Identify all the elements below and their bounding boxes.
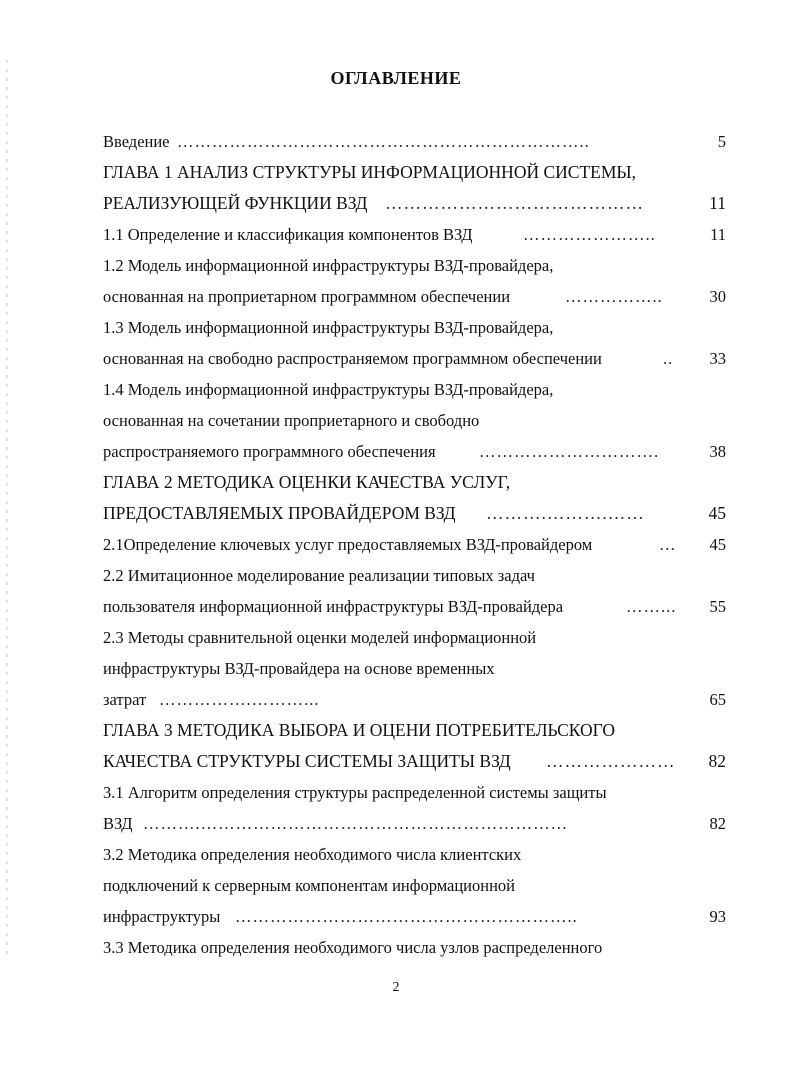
toc-entry-text: основанная на свободно распространяемом программном обеспечении	[103, 349, 602, 368]
toc-entry-text: инфраструктуры	[103, 907, 221, 926]
toc-leader-dots: ……………..	[565, 287, 663, 306]
toc-leader-dots: ………………………….	[479, 442, 660, 461]
toc-entry-text: 1.3 Модель информационной инфраструктуры ВЗД-провайдера,	[103, 318, 554, 337]
toc-entry-text: 3.3 Методика определения необходимого числа узлов распределенного	[103, 938, 603, 957]
toc-page-number: 30	[709, 287, 726, 306]
toc-entry-text: подключений к серверным компонентам информационной	[103, 876, 516, 895]
toc-entry-text: ГЛАВА 2 МЕТОДИКА ОЦЕНКИ КАЧЕСТВА УСЛУГ,	[103, 472, 511, 492]
toc-leader-dots: ……….……….……	[486, 503, 645, 523]
toc-entry[interactable]	[103, 653, 728, 684]
toc-entry-text: основанная на сочетании проприетарного и свободно	[103, 411, 480, 430]
toc-chapter-line[interactable]	[103, 157, 728, 188]
scan-edge-artifact	[6, 60, 8, 960]
toc-page-number: 82	[708, 751, 726, 771]
toc-page-number: 93	[709, 907, 726, 926]
toc-chapter-line[interactable]	[103, 188, 728, 219]
toc-entry[interactable]	[103, 529, 728, 560]
toc-page-number: 11	[709, 193, 726, 213]
toc-entry[interactable]	[103, 126, 728, 157]
toc-leader-dots: ……………………………………	[385, 193, 644, 213]
toc-chapter-line[interactable]	[103, 746, 728, 777]
toc-entry-text: 1.1 Определение и классификация компонентов ВЗД	[103, 225, 473, 244]
toc-page-number: 33	[709, 349, 726, 368]
toc-entry-text: Введение	[103, 132, 170, 151]
toc-page-number: 5	[717, 132, 726, 151]
toc-page-number: 11	[710, 225, 726, 244]
toc-page-number: 45	[709, 535, 726, 554]
toc-entry[interactable]	[103, 250, 728, 281]
toc-chapter-line[interactable]	[103, 467, 728, 498]
toc-chapter-line[interactable]	[103, 498, 728, 529]
toc-entry[interactable]	[103, 932, 728, 963]
toc-entry-text: распространяемого программного обеспечения	[103, 442, 436, 461]
toc-entry-text: ГЛАВА 1 АНАЛИЗ СТРУКТУРЫ ИНФОРМАЦИОННОЙ СИСТЕМЫ,	[103, 162, 637, 182]
toc-entry[interactable]	[103, 684, 728, 715]
toc-entry-text: ВЗД	[103, 814, 133, 833]
toc-entry[interactable]	[103, 622, 728, 653]
toc-entry-text: основанная на проприетарном программном обеспечении	[103, 287, 511, 306]
toc-leader-dots: …………….………...	[159, 690, 320, 709]
toc-page-number: 55	[709, 597, 726, 616]
toc-entry[interactable]	[103, 374, 728, 405]
page-title: ОГЛАВЛЕНИЕ	[330, 68, 462, 88]
toc-entry-text: КАЧЕСТВА СТРУКТУРЫ СИСТЕМЫ ЗАЩИТЫ ВЗД	[103, 751, 511, 771]
table-of-contents	[103, 126, 728, 963]
toc-entry-text: 3.2 Методика определения необходимого числа клиентских	[103, 845, 522, 864]
toc-entry[interactable]	[103, 405, 728, 436]
toc-page-number: 45	[708, 503, 726, 523]
toc-entry-text: ГЛАВА 3 МЕТОДИКА ВЫБОРА И ОЦЕНИ ПОТРЕБИТЕЛЬСКОГО	[103, 720, 615, 740]
toc-page-number: 82	[709, 814, 726, 833]
toc-entry[interactable]	[103, 777, 728, 808]
toc-entry[interactable]	[103, 312, 728, 343]
toc-entry-text: 1.2 Модель информационной инфраструктуры ВЗД-провайдера,	[103, 256, 554, 275]
toc-leader-dots: …	[659, 535, 677, 554]
toc-leader-dots: …………………..	[523, 225, 656, 244]
toc-leader-dots: …………………………………………………..	[235, 907, 578, 926]
toc-entry[interactable]	[103, 591, 728, 622]
toc-page-number: 38	[709, 442, 726, 461]
toc-entry-text: РЕАЛИЗУЮЩЕЙ ФУНКЦИИ ВЗД	[103, 193, 368, 213]
toc-entry-text: 2.3 Методы сравнительной оценки моделей информационной	[103, 628, 537, 647]
toc-entry-text: ПРЕДОСТАВЛЯЕМЫХ ПРОВАЙДЕРОМ ВЗД	[103, 503, 456, 523]
toc-entry-text: 3.1 Алгоритм определения структуры распределенной системы защиты	[103, 783, 607, 802]
toc-entry-text: 1.4 Модель информационной инфраструктуры ВЗД-провайдера,	[103, 380, 554, 399]
toc-entry-text: 2.2 Имитационное моделирование реализации типовых задач	[103, 566, 535, 585]
toc-leader-dots: ……...	[626, 597, 676, 616]
toc-leader-dots: ..	[663, 349, 674, 368]
toc-entry-text: пользователя информационной инфраструктуры ВЗД-провайдера	[103, 597, 564, 616]
toc-page-number: 65	[709, 690, 726, 709]
page-number: 2	[392, 980, 400, 995]
toc-entry[interactable]	[103, 281, 728, 312]
toc-entry-text: затрат	[103, 690, 147, 709]
toc-entry[interactable]	[103, 870, 728, 901]
toc-entry[interactable]	[103, 808, 728, 839]
toc-leader-dots: ……………………………………………………………..	[177, 132, 590, 151]
toc-entry-text: инфраструктуры ВЗД-провайдера на основе временных	[103, 659, 495, 678]
toc-entry[interactable]	[103, 436, 728, 467]
toc-entry[interactable]	[103, 901, 728, 932]
toc-leader-dots: ……….………………………………………………………	[143, 814, 569, 833]
toc-leader-dots: …………………	[546, 751, 676, 771]
toc-entry-text: 2.1Определение ключевых услуг предоставляемых ВЗД-провайдером	[103, 535, 593, 554]
toc-entry[interactable]	[103, 560, 728, 591]
toc-entry[interactable]	[103, 343, 728, 374]
toc-entry[interactable]	[103, 219, 728, 250]
toc-entry[interactable]	[103, 839, 728, 870]
toc-chapter-line[interactable]	[103, 715, 728, 746]
